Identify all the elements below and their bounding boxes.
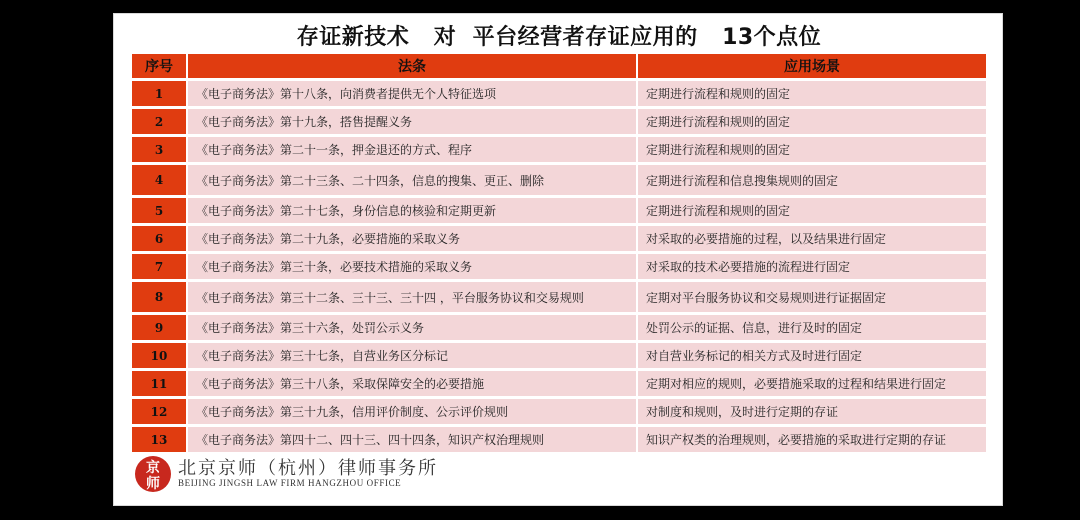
table-row (132, 198, 986, 223)
row-number: 2 (132, 109, 188, 134)
header-scene: 应用场景 (638, 54, 986, 78)
table-row (132, 282, 986, 312)
row-number: 13 (132, 427, 188, 452)
row-scene: 对制度和规则，及时进行定期的存证 (638, 399, 986, 424)
row-scene: 定期对相应的规则，必要措施采取的过程和结果进行固定 (638, 371, 986, 396)
row-scene: 对自营业务标记的相关方式及时进行固定 (638, 343, 986, 368)
row-law: 《电子商务法》第二十一条，押金退还的方式、程序 (188, 137, 638, 162)
table-header-row (132, 54, 986, 78)
firm-name-cn: 北京京师（杭州）律师事务所 (178, 458, 438, 479)
row-law: 《电子商务法》第四十二、四十三、四十四条，知识产权治理规则 (188, 427, 638, 452)
slide (113, 13, 1003, 506)
row-law: 《电子商务法》第三十六条，处罚公示义务 (188, 315, 638, 340)
row-scene: 定期进行流程和规则的固定 (638, 198, 986, 223)
row-number: 6 (132, 226, 188, 251)
row-number: 7 (132, 254, 188, 279)
table-row (132, 399, 986, 424)
row-number: 9 (132, 315, 188, 340)
header-law: 法条 (188, 54, 638, 78)
svg-text:师: 师 (146, 476, 160, 492)
table-row (132, 81, 986, 106)
row-law: 《电子商务法》第三十八条，采取保障安全的必要措施 (188, 371, 638, 396)
row-law: 《电子商务法》第二十三条、二十四条，信息的搜集、更正、删除 (188, 165, 638, 195)
table-row (132, 254, 986, 279)
row-number: 12 (132, 399, 188, 424)
row-scene: 定期进行流程和信息搜集规则的固定 (638, 165, 986, 195)
row-number: 10 (132, 343, 188, 368)
row-law: 《电子商务法》第二十九条，必要措施的采取义务 (188, 226, 638, 251)
row-number: 11 (132, 371, 188, 396)
row-number: 5 (132, 198, 188, 223)
table-row (132, 315, 986, 340)
row-number: 3 (132, 137, 188, 162)
row-number: 4 (132, 165, 188, 195)
table-row (132, 371, 986, 396)
row-scene: 定期进行流程和规则的固定 (638, 137, 986, 162)
row-law: 《电子商务法》第十九条，搭售提醒义务 (188, 109, 638, 134)
row-number: 1 (132, 81, 188, 106)
table-row (132, 427, 986, 452)
firm-seal-logo (134, 454, 172, 494)
table-row (132, 226, 986, 251)
firm-footer (134, 454, 534, 494)
svg-text:京: 京 (146, 460, 160, 476)
header-number: 序号 (132, 54, 188, 78)
row-law: 《电子商务法》第十八条，向消费者提供无个人特征选项 (188, 81, 638, 106)
table-row (132, 109, 986, 134)
row-law: 《电子商务法》第三十二条、三十三、三十四 ，平台服务协议和交易规则 (188, 282, 638, 312)
row-law: 《电子商务法》第三十七条，自营业务区分标记 (188, 343, 638, 368)
firm-name-en: BEIJING JINGSH LAW FIRM HANGZHOU OFFICE (178, 478, 402, 488)
row-number: 8 (132, 282, 188, 312)
law-table (132, 51, 986, 455)
row-scene: 定期进行流程和规则的固定 (638, 81, 986, 106)
row-law: 《电子商务法》第二十七条，身份信息的核验和定期更新 (188, 198, 638, 223)
slide-title: 存证新技术 对 平台经营者存证应用的 13个点位 (296, 25, 822, 50)
row-scene: 处罚公示的证据、信息，进行及时的固定 (638, 315, 986, 340)
row-law: 《电子商务法》第三十九条，信用评价制度、公示评价规则 (188, 399, 638, 424)
table-row (132, 137, 986, 162)
row-scene: 对采取的技术必要措施的流程进行固定 (638, 254, 986, 279)
row-scene: 定期进行流程和规则的固定 (638, 109, 986, 134)
row-scene: 定期对平台服务协议和交易规则进行证据固定 (638, 282, 986, 312)
table-row (132, 165, 986, 195)
row-scene: 对采取的必要措施的过程，以及结果进行固定 (638, 226, 986, 251)
row-law: 《电子商务法》第三十条，必要技术措施的采取义务 (188, 254, 638, 279)
row-scene: 知识产权类的治理规则，必要措施的采取进行定期的存证 (638, 427, 986, 452)
table-row (132, 343, 986, 368)
